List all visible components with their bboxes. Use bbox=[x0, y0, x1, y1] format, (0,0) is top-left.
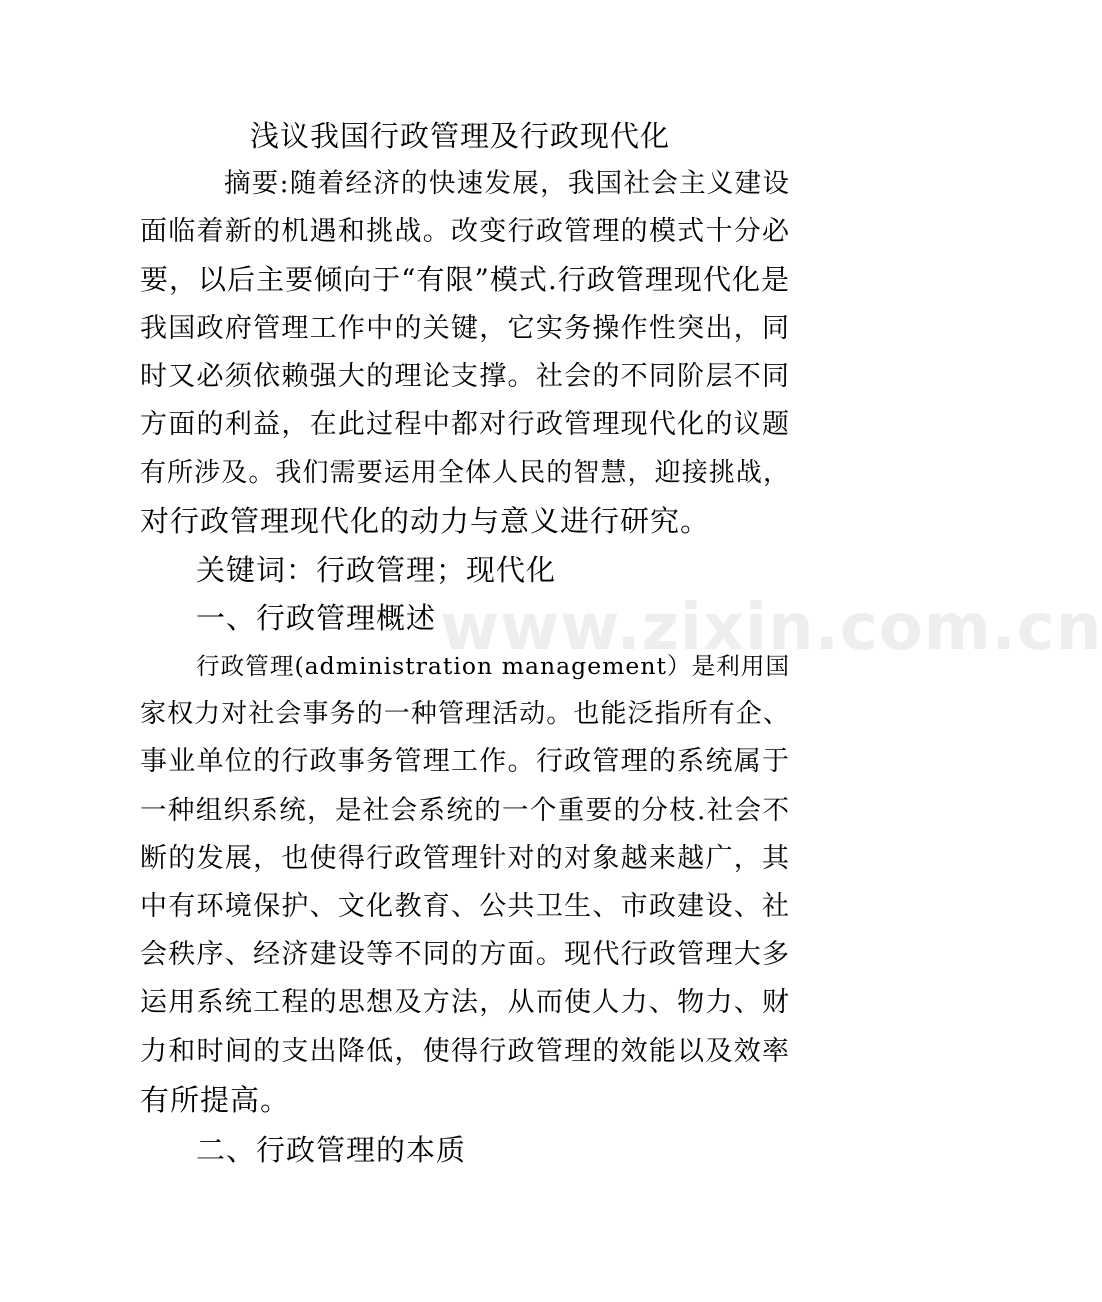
body-line: 力和时间的支出降低，使得行政管理的效能以及效率 bbox=[140, 1035, 790, 1067]
body-line: 会秩序、经济建设等不同的方面。现代行政管理大多 bbox=[140, 939, 790, 971]
abstract-line: 时又必须依赖强大的理论支撑。社会的不同阶层不同 bbox=[140, 360, 790, 392]
abstract-line: 我国政府管理工作中的关键，它实务操作性突出，同 bbox=[140, 312, 790, 344]
body-line: 行政管理(administration management）是利用国 bbox=[196, 652, 790, 680]
body-line: 家权力对社会事务的一种管理活动。也能泛指所有企、 bbox=[140, 699, 790, 730]
abstract-line: 摘要:随着经济的快速发展，我国社会主义建设 bbox=[224, 168, 790, 199]
keywords-line: 关键词：行政管理；现代化 bbox=[196, 553, 557, 587]
body-line: 有所提高。 bbox=[140, 1082, 291, 1117]
section-heading-1 bbox=[140, 594, 790, 642]
document-title: 浅议我国行政管理及行政现代化 bbox=[249, 119, 670, 153]
body-line: 一种组织系统，是社会系统的一个重要的分枝.社会不 bbox=[140, 794, 790, 826]
abstract-line: 对行政管理现代化的动力与意义进行研究。 bbox=[140, 504, 711, 539]
body-line: 中有环境保护、文化教育、公共卫生、市政建设、社 bbox=[140, 890, 790, 922]
abstract-paragraph bbox=[140, 160, 790, 546]
section1-paragraph bbox=[140, 642, 790, 1124]
abstract-line: 有所涉及。我们需要运用全体人民的智慧，迎接挑战， bbox=[140, 458, 790, 489]
section-heading-2 bbox=[140, 1126, 790, 1174]
body-line: 运用系统工程的思想及方法，从而使人力、物力、财 bbox=[140, 987, 790, 1019]
section-heading-text: 一、行政管理概述 bbox=[196, 601, 437, 635]
abstract-line: 面临着新的机遇和挑战。改变行政管理的模式十分必 bbox=[140, 216, 790, 248]
watermark-text: www.zixin.com.cn bbox=[440, 591, 1102, 665]
section-heading-text: 二、行政管理的本质 bbox=[196, 1133, 467, 1167]
abstract-line: 要，以后主要倾向于“有限”模式.行政管理现代化是 bbox=[140, 263, 790, 297]
body-line: 事业单位的行政事务管理工作。行政管理的系统属于 bbox=[140, 746, 790, 778]
abstract-line: 方面的利益，在此过程中都对行政管理现代化的议题 bbox=[140, 408, 790, 440]
body-line: 断的发展，也使得行政管理针对的对象越来越广，其 bbox=[140, 842, 790, 874]
keywords-paragraph bbox=[140, 546, 790, 594]
